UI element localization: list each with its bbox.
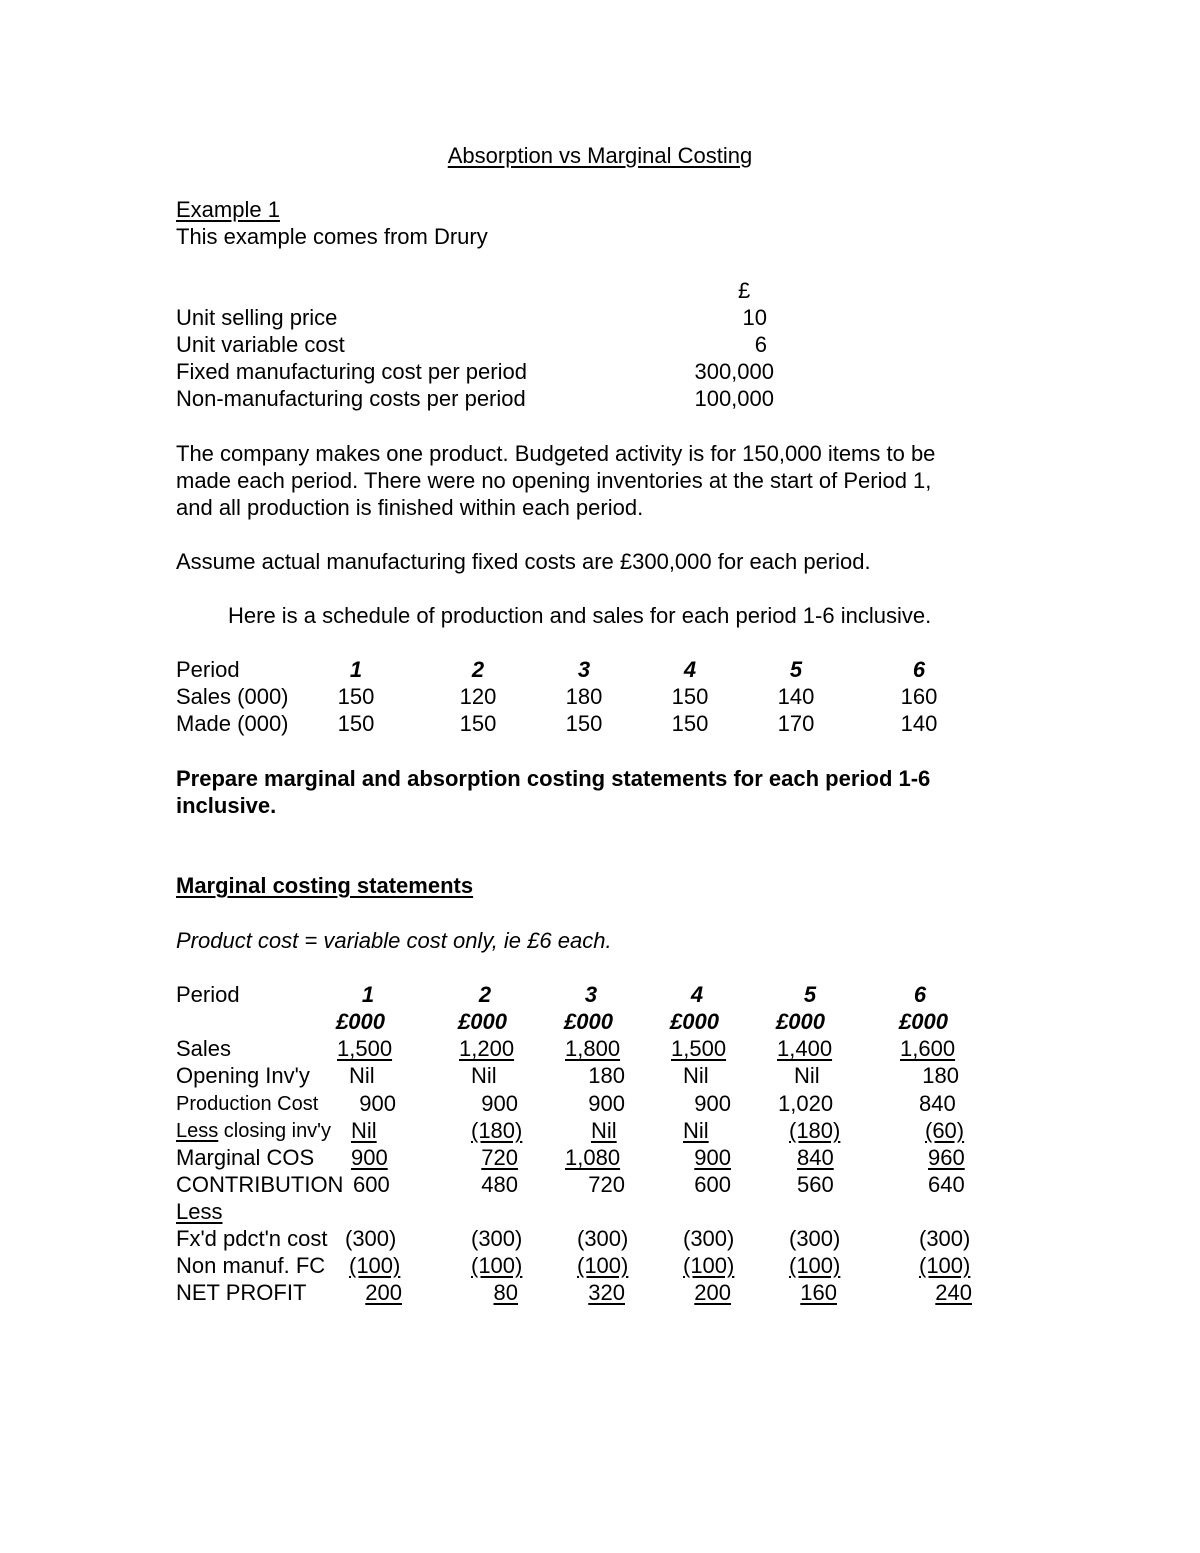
contribution-cell: 600 (694, 1172, 731, 1197)
schedule-period: 6 (912, 657, 926, 682)
production-cell: 900 (694, 1091, 731, 1116)
contribution-cell: 600 (353, 1172, 390, 1197)
marginal-unit: £000 (564, 1009, 613, 1034)
schedule-cell: 150 (671, 684, 709, 709)
production-cell: 1,020 (778, 1091, 834, 1116)
cost-row-value: 100,000 (694, 386, 774, 411)
nonmanuf-cell: (100) (577, 1253, 629, 1278)
schedule-cell: 160 (900, 684, 938, 709)
production-label: Production Cost (176, 1093, 319, 1115)
closing-cell: Nil (683, 1118, 709, 1143)
currency-header: £ (738, 278, 751, 303)
fixed-cell: (300) (789, 1226, 841, 1251)
schedule-period: 4 (683, 657, 697, 682)
closing-cell: (180) (789, 1118, 841, 1143)
schedule-cell: 150 (671, 711, 709, 736)
paragraph-line: made each period. There were no opening inventories at the start of Period 1, (176, 468, 932, 493)
fixed-label: Fx'd pdct'n cost (176, 1226, 328, 1251)
marginal-heading: Marginal costing statements (176, 873, 474, 898)
fixed-cell: (300) (683, 1226, 735, 1251)
closing-cell: Nil (591, 1118, 617, 1143)
marginal-period: 3 (584, 982, 598, 1007)
marginal-unit: £000 (458, 1009, 507, 1034)
cos-cell: 900 (694, 1145, 731, 1170)
sales-cell: 1,600 (900, 1036, 956, 1061)
production-cell: 840 (919, 1091, 956, 1116)
schedule-cell: 140 (900, 711, 938, 736)
cost-row-label: Non-manufacturing costs per period (176, 386, 526, 411)
opening-cell: Nil (794, 1063, 820, 1088)
cos-cell: 840 (797, 1145, 834, 1170)
fixed-cell: (300) (919, 1226, 971, 1251)
nonmanuf-cell: (100) (683, 1253, 735, 1278)
marginal-unit: £000 (776, 1009, 825, 1034)
schedule-cell: 150 (337, 711, 375, 736)
schedule-cell: 170 (777, 711, 815, 736)
instruction-line: Prepare marginal and absorption costing statements for each period 1-6 (176, 766, 931, 791)
opening-cell: Nil (349, 1063, 375, 1088)
schedule-cell: 150 (337, 684, 375, 709)
schedule-cell: 140 (777, 684, 815, 709)
closing-cell: Nil (351, 1118, 377, 1143)
closing-label (176, 1118, 331, 1144)
less-label: Less (176, 1120, 219, 1142)
marginal-unit: £000 (899, 1009, 948, 1034)
marginal-period-label: Period (176, 982, 240, 1007)
nonmanuf-cell: (100) (789, 1253, 841, 1278)
contribution-label: CONTRIBUTION (176, 1172, 344, 1197)
paragraph-line: The company makes one product. Budgeted activity is for 150,000 items to be (176, 441, 936, 466)
fixed-cell: (300) (471, 1226, 523, 1251)
production-cell: 900 (481, 1091, 518, 1116)
profit-cell: 320 (588, 1280, 625, 1305)
nonmanuf-cell: (100) (349, 1253, 401, 1278)
profit-cell: 80 (493, 1280, 518, 1305)
paragraph-line: Assume actual manufacturing fixed costs are £300,000 for each period. (176, 549, 871, 574)
opening-cell: 180 (922, 1063, 959, 1088)
cos-cell: 900 (351, 1145, 388, 1170)
marginal-period: 2 (478, 982, 492, 1007)
opening-cell: Nil (471, 1063, 497, 1088)
production-cell: 900 (359, 1091, 396, 1116)
sales-cell: 1,200 (459, 1036, 515, 1061)
cost-row-label: Unit variable cost (176, 332, 345, 357)
cos-cell: 720 (481, 1145, 518, 1170)
example-source: This example comes from Drury (176, 224, 488, 249)
marginal-unit: £000 (670, 1009, 719, 1034)
schedule-row-label: Sales (000) (176, 684, 289, 709)
marginal-period: 5 (803, 982, 817, 1007)
profit-cell: 200 (365, 1280, 402, 1305)
profit-label: NET PROFIT (176, 1280, 307, 1305)
schedule-period: 1 (349, 657, 363, 682)
opening-cell: Nil (683, 1063, 709, 1088)
schedule-cell: 120 (459, 684, 497, 709)
sales-cell: 1,500 (337, 1036, 393, 1061)
schedule-row-label: Made (000) (176, 711, 289, 736)
cos-cell: 1,080 (565, 1145, 621, 1170)
nonmanuf-cell: (100) (919, 1253, 971, 1278)
schedule-period: 2 (471, 657, 485, 682)
closing-cell: (180) (471, 1118, 523, 1143)
sales-cell: 1,500 (671, 1036, 727, 1061)
closing-cell: (60) (925, 1118, 965, 1143)
fixed-cell: (300) (345, 1226, 397, 1251)
cost-row-label: Fixed manufacturing cost per period (176, 359, 527, 384)
schedule-header-label: Period (176, 657, 240, 682)
cost-row-value: 300,000 (694, 359, 774, 384)
product-cost-note: Product cost = variable cost only, ie £6 each. (176, 928, 612, 953)
sales-cell: 1,400 (777, 1036, 833, 1061)
nonmanuf-cell: (100) (471, 1253, 523, 1278)
contribution-cell: 640 (928, 1172, 965, 1197)
marginal-period: 6 (913, 982, 927, 1007)
paragraph-line: and all production is finished within each period. (176, 495, 644, 520)
contribution-cell: 720 (588, 1172, 625, 1197)
profit-cell: 160 (800, 1280, 837, 1305)
schedule-cell: 150 (459, 711, 497, 736)
cost-row-label: Unit selling price (176, 305, 338, 330)
sales-label: Sales (176, 1036, 232, 1061)
closing-label-text: closing inv'y (218, 1120, 332, 1142)
profit-cell: 240 (935, 1280, 972, 1305)
example-heading: Example 1 (176, 197, 280, 222)
opening-cell: 180 (588, 1063, 625, 1088)
marginal-period: 4 (690, 982, 704, 1007)
instruction-line: inclusive. (176, 793, 277, 818)
cost-row-value: 6 (754, 332, 767, 357)
schedule-period: 3 (577, 657, 591, 682)
schedule-cell: 180 (565, 684, 603, 709)
nonmanuf-label: Non manuf. FC (176, 1253, 326, 1278)
fixed-cell: (300) (577, 1226, 629, 1251)
less-heading: Less (176, 1199, 223, 1224)
profit-cell: 200 (694, 1280, 731, 1305)
contribution-cell: 560 (797, 1172, 834, 1197)
contribution-cell: 480 (481, 1172, 518, 1197)
schedule-intro: Here is a schedule of production and sales for each period 1-6 inclusive. (228, 603, 932, 628)
cos-cell: 960 (928, 1145, 965, 1170)
opening-label: Opening Inv'y (176, 1063, 310, 1088)
cos-label: Marginal COS (176, 1145, 315, 1170)
cost-row-value: 10 (742, 305, 767, 330)
schedule-cell: 150 (565, 711, 603, 736)
page-title: Absorption vs Marginal Costing (447, 143, 753, 168)
schedule-period: 5 (789, 657, 803, 682)
marginal-unit: £000 (336, 1009, 385, 1034)
production-cell: 900 (588, 1091, 625, 1116)
marginal-period: 1 (361, 982, 375, 1007)
sales-cell: 1,800 (565, 1036, 621, 1061)
